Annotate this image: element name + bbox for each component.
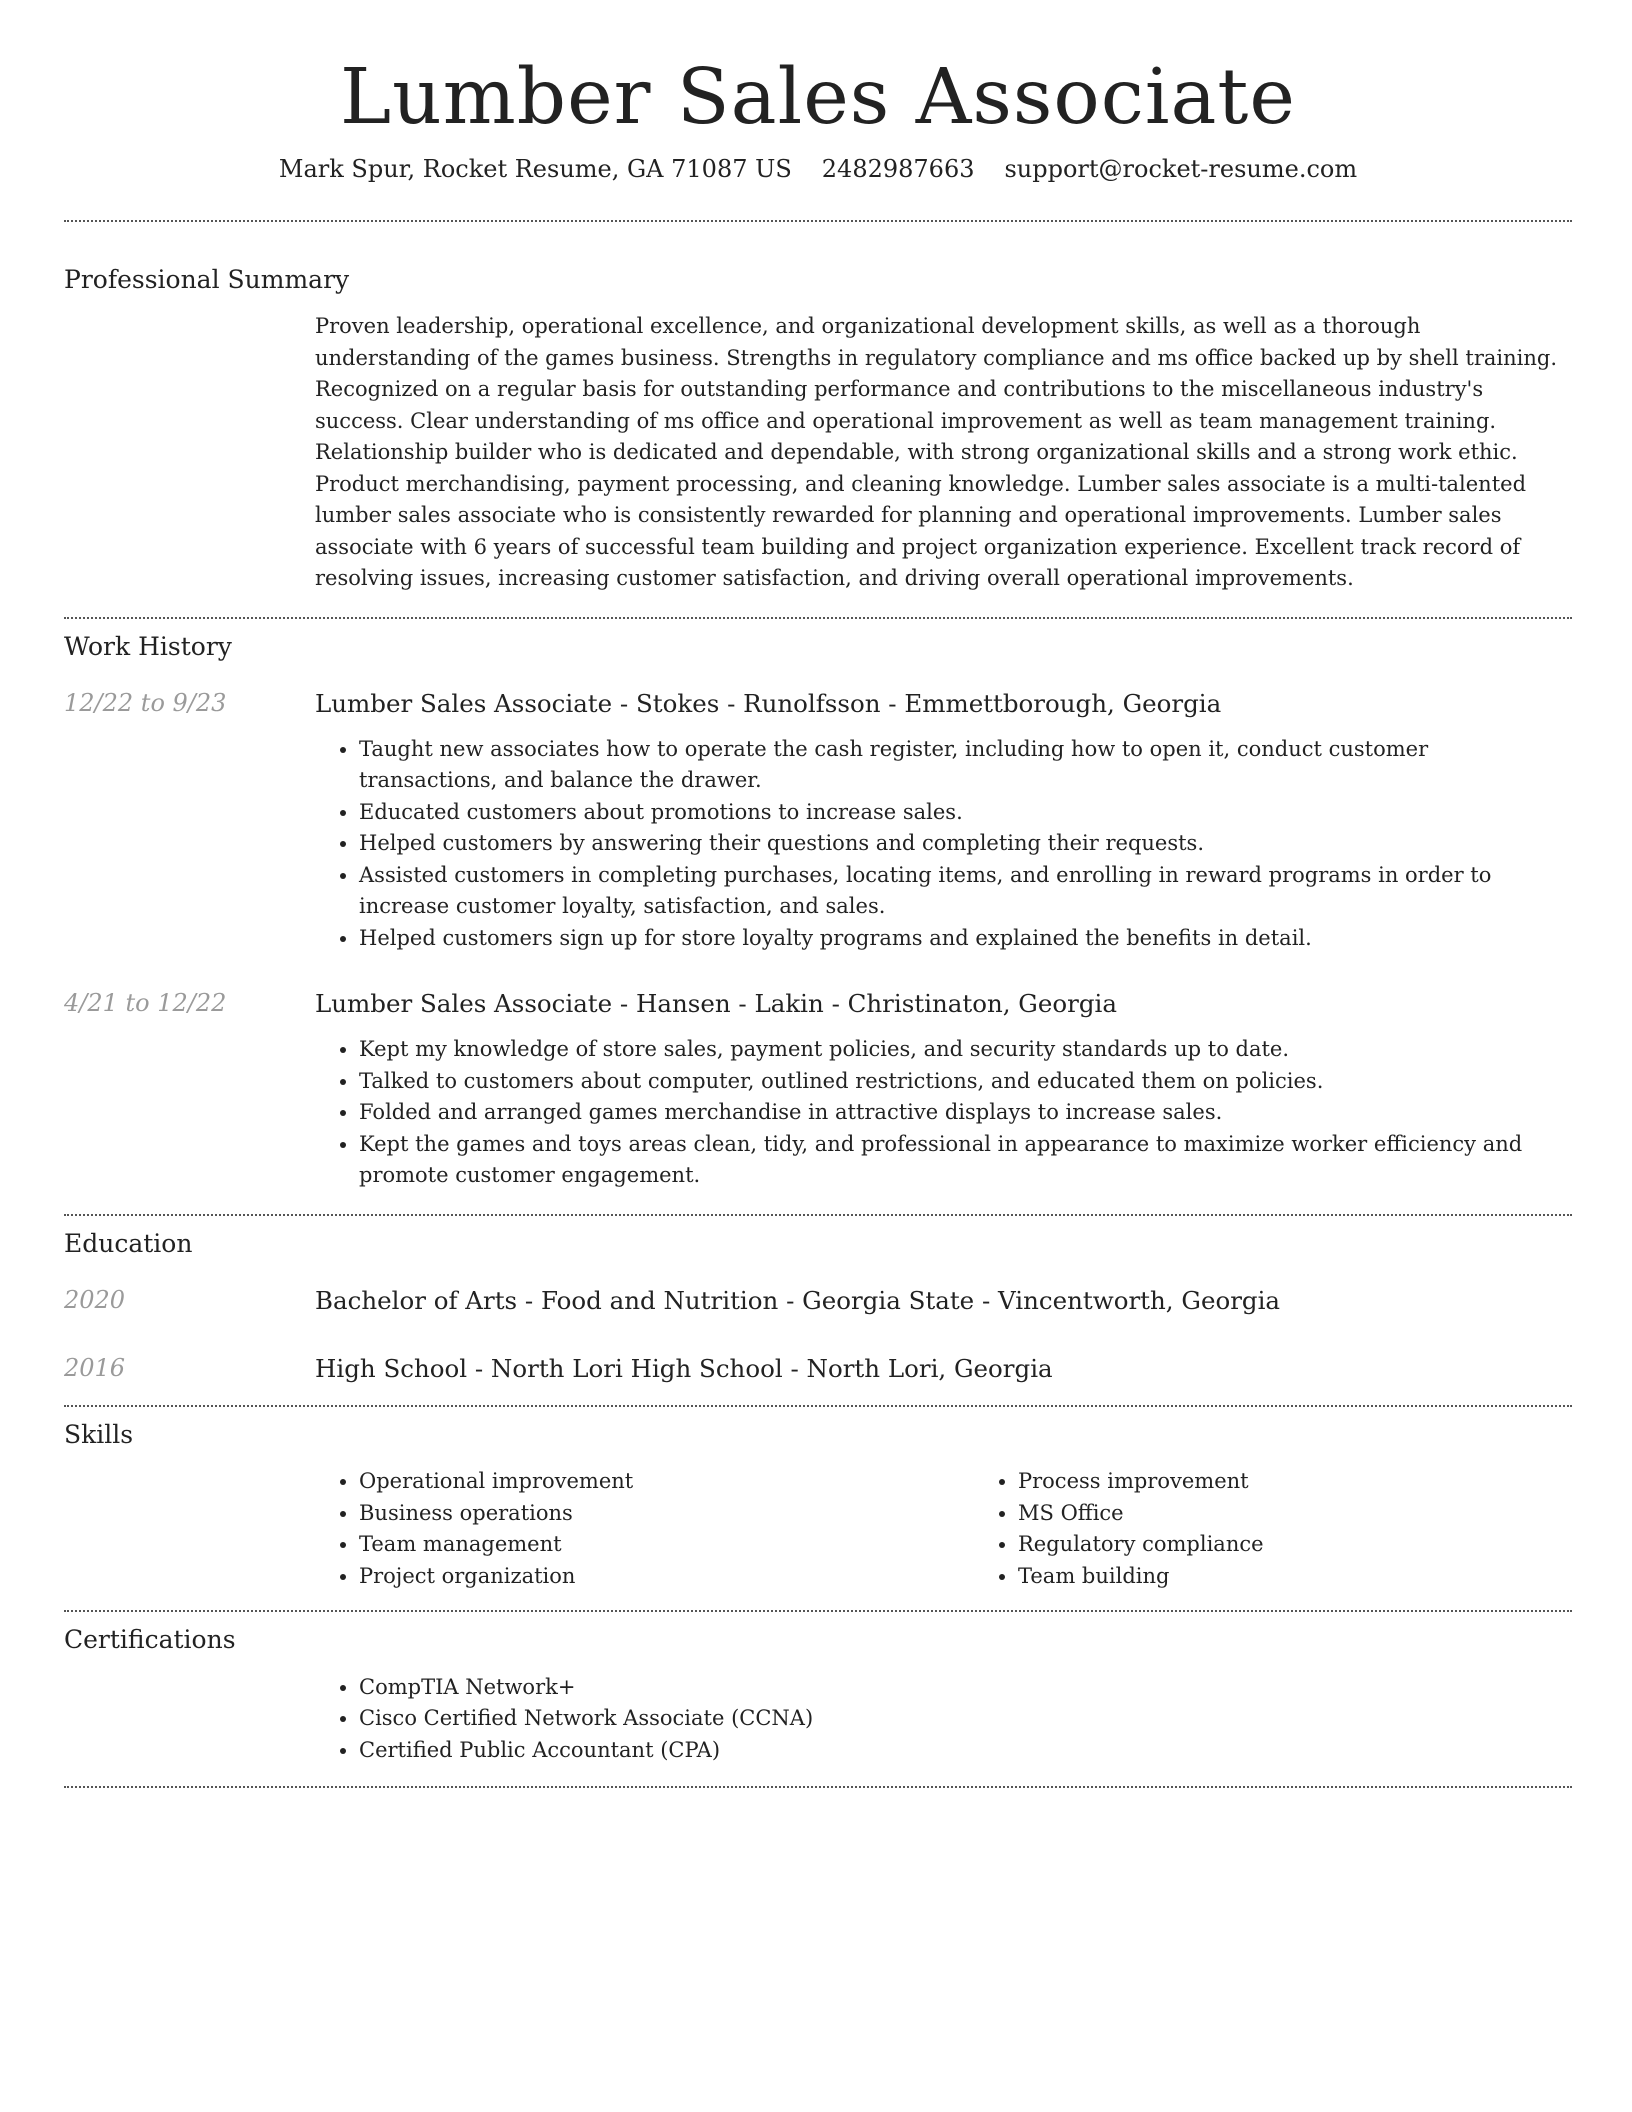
certification-item: • Certified Public Accountant (CPA) [359, 1735, 1572, 1767]
job-entry [64, 988, 1572, 1191]
skill-item: • Team management [359, 1529, 974, 1561]
skill-item: • Regulatory compliance [1018, 1529, 1632, 1561]
job-bullet: • Helped customers by answering their questions and completing their requests. [359, 828, 1572, 860]
job-bullet: • Helped customers sign up for store loyalty programs and explained the benefits in detail. [359, 923, 1572, 955]
certifications-list [315, 1672, 1572, 1767]
section-divider [64, 1214, 1572, 1216]
job-dates: 12/22 to 9/23 [64, 689, 227, 718]
job-bullets [315, 734, 1572, 955]
work-history-heading: Work History [64, 631, 232, 661]
skills-column [974, 1466, 1632, 1592]
education-section [64, 1228, 1572, 1385]
section-divider [64, 220, 1572, 222]
summary-text: Proven leadership, operational excellence, and organizational development skills, as well as a thorough understanding of the games business. Strengths in regulatory compliance and ms office backed up by shell training. Recognized on a regular basis for outstanding performance and contributions to the miscellaneous industry's success. Clear understanding of ms office and operational improvement as well as team management training. Relationship builder who is dedicated and dependable, with strong organizational skills and a strong work ethic. Product merchandising, payment processing, and cleaning knowledge. Lumber sales associate is a multi-talented lumber sales associate who is consistently rewarded for planning and operational improvements. Lumber sales associate with 6 years of successful team building and project organization experience. Excellent track record of resolving issues, increasing customer satisfaction, and driving overall operational improvements. [315, 314, 1558, 591]
contact-email: support@rocket-resume.com [1004, 155, 1358, 184]
contact-line [64, 154, 1572, 185]
job-bullets [315, 1034, 1572, 1192]
skills-section [64, 1419, 1572, 1593]
job-bullet: • Taught new associates how to operate the cash register, including how to open it, conduct customer transactions, and balance the drawer. [359, 734, 1572, 797]
skill-item: • Business operations [359, 1498, 974, 1530]
summary-section [64, 264, 1572, 595]
education-details: Bachelor of Arts - Food and Nutrition - Georgia State - Vincentworth, Georgia [315, 1286, 1281, 1316]
certifications-section [64, 1624, 1572, 1766]
work-history-section [64, 631, 1572, 1192]
skill-item: • Project organization [359, 1561, 974, 1593]
skills-column [315, 1466, 974, 1592]
resume-page [64, 0, 1572, 1788]
contact-address: Mark Spur, Rocket Resume, GA 71087 US [278, 155, 792, 184]
section-divider [64, 617, 1572, 619]
skill-item: • MS Office [1018, 1498, 1632, 1530]
job-title: Lumber Sales Associate - Hansen - Lakin - Christinaton, Georgia [315, 989, 1117, 1019]
skills-heading: Skills [64, 1419, 134, 1449]
skill-item: • Team building [1018, 1561, 1632, 1593]
job-bullet: • Kept the games and toys areas clean, tidy, and professional in appearance to maximize worker efficiency and promote customer engagement. [359, 1129, 1572, 1192]
education-heading: Education [64, 1228, 193, 1258]
education-entry [64, 1285, 1572, 1317]
job-bullet: • Talked to customers about computer, outlined restrictions, and educated them on policies. [359, 1066, 1572, 1098]
contact-phone: 2482987663 [821, 155, 975, 184]
job-title: Lumber Sales Associate - Stokes - Runolfsson - Emmettborough, Georgia [315, 689, 1222, 719]
education-entry [64, 1353, 1572, 1385]
education-year: 2016 [64, 1354, 126, 1383]
job-bullet: • Folded and arranged games merchandise in attractive displays to increase sales. [359, 1097, 1572, 1129]
certifications-heading: Certifications [64, 1625, 236, 1655]
job-bullet: • Educated customers about promotions to increase sales. [359, 797, 1572, 829]
job-bullet: • Kept my knowledge of store sales, payment policies, and security standards up to date. [359, 1034, 1572, 1066]
skill-item: • Operational improvement [359, 1466, 974, 1498]
section-divider [64, 1610, 1572, 1612]
section-divider [64, 1405, 1572, 1407]
section-divider [64, 1786, 1572, 1788]
resume-title: Lumber Sales Associate [340, 53, 1296, 142]
education-year: 2020 [64, 1286, 126, 1315]
certification-item: • Cisco Certified Network Associate (CCNA) [359, 1703, 1572, 1735]
job-bullet: • Assisted customers in completing purchases, locating items, and enrolling in reward programs in order to increase customer loyalty, satisfaction, and sales. [359, 860, 1572, 923]
job-entry [64, 688, 1572, 954]
education-details: High School - North Lori High School - North Lori, Georgia [315, 1354, 1053, 1384]
certification-item: • CompTIA Network+ [359, 1672, 1572, 1704]
summary-heading: Professional Summary [64, 264, 350, 294]
skill-item: • Process improvement [1018, 1466, 1632, 1498]
job-dates: 4/21 to 12/22 [64, 989, 227, 1018]
